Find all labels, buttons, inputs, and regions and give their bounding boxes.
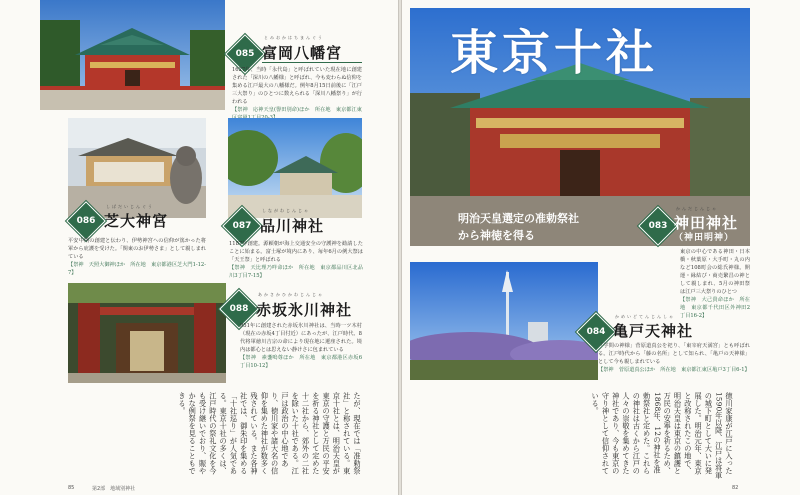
shrine-name-088: 赤坂氷川神社 xyxy=(256,301,353,319)
page-title: 東京十社 xyxy=(450,25,659,81)
ruby-087: しながわじんじゃ xyxy=(262,208,310,213)
badge-088: 088 xyxy=(219,289,259,329)
desc-084: 「学問の神様」菅原道真公を祀り、「東宰府天満宮」とも呼ばれる。江戸時代から「藤の名所」として知られ、「亀戸の天神様」として今も親しまれている 【祭神 菅原道真公ほか 所在地 東京都江東区亀戸3丁目6-1】 xyxy=(598,343,750,373)
body-text-left: たが、現在では「准勅祭社」と称されている。東京十社とは、明治天皇が東京の守護と万民の平安を祈る神社として定めた十二社から、郊外の二社を除いた十社である。江戸は政治の中心地であり、徳川家や諸大名の信仰を集めた神社が数多く残されている。また各神社では、御朱印を集める「十社巡り」が人気である。東京十社の多くは、江戸時代の祭礼文化を今も受け継いでおり、賑やかな例祭を見ることもできる。 xyxy=(177,392,362,475)
ruby-086: しばだいじんぐう xyxy=(106,204,154,209)
shrine-name-087: 品川神社 xyxy=(260,217,325,235)
desc-087: 1187年創建。源頼朝が海上交通安全の守護神を勧請したことに始まる。富士塚が境内にあり、毎年6月の例大祭は「天王祭」と呼ばれる 【祭神 天比理乃咩命ほか 所在地 東京都品川区北品川3丁目7-15】 xyxy=(229,241,363,279)
ruby-085: とみおかはちまんぐう xyxy=(264,35,324,40)
desc-085: 1627年、当時「永代島」と呼ばれていた現在地に創建された「深川の八幡様」と呼ばれ、今も変わらぬ信仰を集める江戸最大の八幡様だ。例年8月15日前後に「江戸三大祭り」のひとつに数えられる「深川八幡祭り」が行われる 【祭神 応神天皇(譽田別命)ほか 所在地 東京都江東 xyxy=(232,67,362,113)
shrine-name-086: 芝大神宮 xyxy=(104,212,169,230)
catch-line-1: 明治天皇選定の准勅祭社 xyxy=(458,212,579,225)
ruby-084: かめいどてんじんしゃ xyxy=(615,314,675,319)
desc-088: 951年に創建された赤坂氷川神社は、当時一ツ木村（現在の赤坂4丁目付近）にあったが、江戸時代、8代将軍徳川吉宗の命により現在地に遷座された。境内は都心とは思えない静けさに包まれている 【祭神 素盞嗚尊ほか 所在地 東京都港区赤坂6丁目10-12】 xyxy=(240,323,362,369)
right-page xyxy=(402,0,800,495)
shrine-name-083: 神田神社 xyxy=(674,214,739,232)
photo-shinagawa-jinja xyxy=(228,118,362,218)
ruby-083: かんだじんじゃ xyxy=(676,206,718,211)
page-number-right: 82 xyxy=(732,485,739,491)
badge-084: 084 xyxy=(576,312,616,352)
ruby-088: あかさかひかわじんじゃ xyxy=(258,292,324,297)
photo-akasaka-hikawa xyxy=(68,283,226,383)
shrine-name-084: 亀戸天神社 xyxy=(613,322,694,340)
desc-086: 平安中期の創建と伝わり、伊勢神宮への信仰が篤かった将軍から庇護を受けた。「関東のお伊勢さま」として親しまれている 【祭神 天照大御神ほか 所在地 東京都港区芝大門1-12-7】 xyxy=(68,238,206,276)
name-rule-085 xyxy=(262,62,362,63)
catch-line-2: から神徳を得る xyxy=(458,229,535,242)
left-page xyxy=(0,0,398,495)
photo-kameido-tenjin xyxy=(410,262,598,380)
shrine-subname-083: （神田明神） xyxy=(674,233,735,243)
body-text-right: 徳川家康が江戸に入った1590年以降、江戸は将軍の城下町として大いに発展した。明治元年、東京と改称されたこの地で、明治天皇は東京の鎮護と万民の安寧を祈るため、1868年、12の神社を准勅祭社と定めた。これらの神社は古くから江戸の人々の崇敬を集めてきた神社であり、今も東京の守り神として信仰されている。 xyxy=(591,392,734,479)
shrine-name-085: 富岡八幡宮 xyxy=(262,44,343,62)
section-label-left: 第2部 地域別神社 xyxy=(92,486,136,492)
photo-tomioka-hachimangu xyxy=(40,0,225,110)
badge-087: 087 xyxy=(222,206,262,246)
badge-083: 083 xyxy=(638,206,678,246)
badge-085: 085 xyxy=(225,34,265,74)
page-number-left: 85 xyxy=(68,485,75,491)
desc-083: 東京の中心である神田・日本橋・秋葉原・大手町・丸の内など108町会の総氏神様。開運・縁結び・商売繁昌の神として親しまれ、5月の神田祭は江戸三大祭りのひとつ 【祭神 大己貴命ほか 所在地 東京都千代田区外神田2丁目16-2】 xyxy=(680,249,750,319)
badge-086: 086 xyxy=(66,201,106,241)
